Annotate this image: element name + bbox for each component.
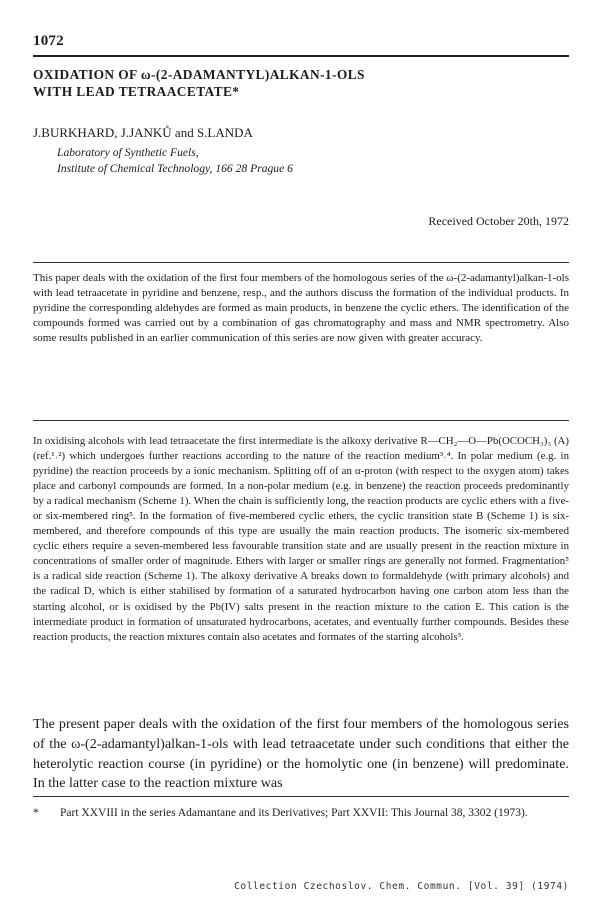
abstract-text: This paper deals with the oxidation of the first four members of the homologous series of the ω-(2-adamantyl)alkan-1-ols with lead tetraacetate in pyridine and benzene, resp., and the authors discuss the formation of the individual products. In pyridine the corresponding aldehydes are formed as main products, in benzene the cyclic ethers. The identification of the compounds formed was carried out by a combination of gas chromatography and mass and NMR spectrometry. Also some results published in an earlier communication of this series are now given with greater accuracy. xyxy=(33,272,569,345)
title-line-1: OXIDATION OF ω-(2-ADAMANTYL)ALKAN-1-OLS xyxy=(33,67,365,82)
received-date: Received October 20th, 1972 xyxy=(428,214,569,228)
paragraph-1-text: In oxidising alcohols with lead tetraacetate the first intermediate is the alkoxy derivative R—CH₂—O—Pb(OCOCH₃)₃ (A) (ref.¹˒²) which undergoes further reactions according to the nature of the reaction medium³˒⁴. In polar medium (e.g. in pyridine) the reaction proceeds by a ionic mechanism. Splitting off of an α-proton (with respect to the oxygen atom) takes place and carbonyl compounds are formed. In a non-polar medium (e.g. in benzene) the reaction proceeds predominantly by a radical mechanism (Scheme 1). When the chain is sufficiently long, the reaction products are cyclic ethers with a five- or six-membered ring⁵. In the formation of five-membered cyclic ethers, the cyclic transition state B (Scheme 1) is six-membered, and therefore compounds of this type are usually the main reaction products. The isomeric six-membered cyclic ethers require a seven-membered less favourable transition state and are usually present in the reaction mixture in concentrations of smaller order of magnitude. Ethers with larger or smaller rings are generally not formed. Fragmentation⁵ is a radical side reaction (Scheme 1). The alkoxy derivative A breaks down to formaldehyde (with primary alcohols) and the radical D, which is either stabilised by formation of a saturated hydrocarbon having one carbon atom less than the starting alcohol, or is oxidised by the Pb(IV) salts present in the reaction mixture to the cation E. This cation is the intermediate product in formation of unsaturated hydrocarbons, acetates, and eventually further compounds. Besides these reaction products, the reaction mixtures contain also acetates and formates of the starting alcohols³. xyxy=(33,435,569,643)
authors: J.BURKHARD, J.JANKŮ and S.LANDA xyxy=(33,125,253,140)
body-paragraph-2 xyxy=(33,715,569,794)
affiliation-line-2: Institute of Chemical Technology, 166 28 Prague 6 xyxy=(57,162,293,175)
abstract-bottom-rule xyxy=(33,420,569,421)
footnote-rule xyxy=(33,796,569,797)
title-line-2: WITH LEAD TETRAACETATE* xyxy=(33,84,240,99)
article-title xyxy=(33,66,573,100)
footnote xyxy=(33,805,569,821)
abstract-top-rule xyxy=(33,262,569,263)
journal-footer: Collection Czechoslov. Chem. Commun. [Vol. 39] (1974) xyxy=(234,881,569,892)
footnote-marker: * xyxy=(33,807,39,819)
page-number: 1072 xyxy=(33,33,64,49)
footnote-text: Part XXVIII in the series Adamantane and its Derivatives; Part XXVII: This Journal 38, 3302 (1973). xyxy=(60,807,528,819)
header-rule xyxy=(33,55,569,57)
paragraph-2-text: The present paper deals with the oxidation of the first four members of the homologous series of the ω-(2-adamantyl)alkan-1-ols with lead tetraacetate under such conditions that either the heterolytic reaction course (in pyridine) or the homolytic one (in benzene) will predominate. In the latter case to the reaction mixture was xyxy=(33,716,569,792)
body-paragraph-1 xyxy=(33,434,569,645)
affiliation-line-1: Laboratory of Synthetic Fuels, xyxy=(57,146,199,159)
abstract xyxy=(33,271,569,346)
